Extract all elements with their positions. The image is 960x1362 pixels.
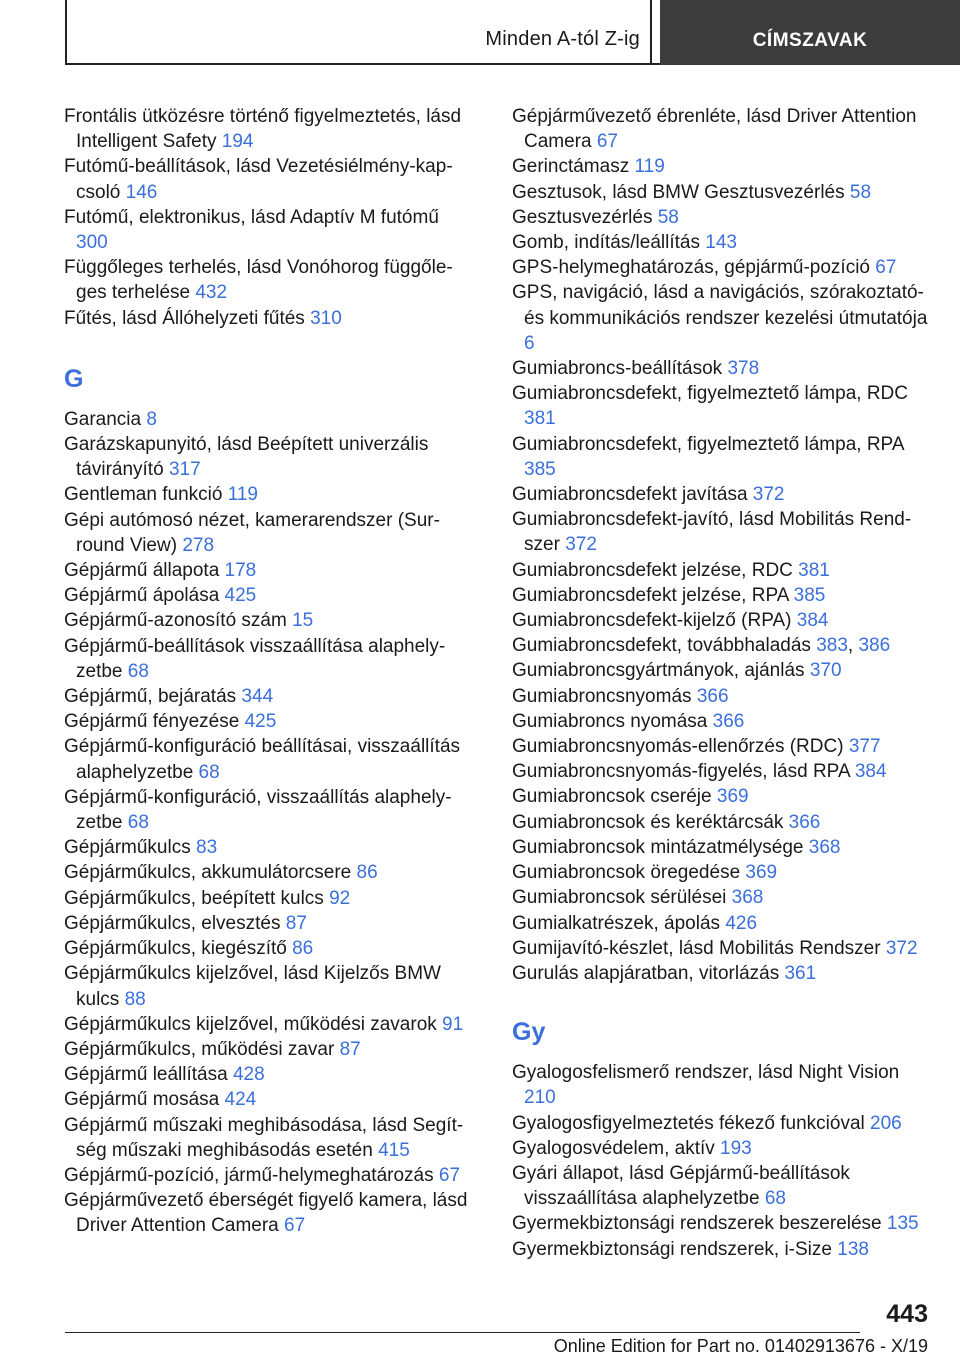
page-header: [0, 0, 960, 66]
index-entry: [64, 1163, 474, 1188]
index-entry: [512, 1237, 932, 1262]
page-reference-link[interactable]: 368: [808, 836, 841, 858]
page-reference-link[interactable]: 369: [716, 786, 749, 808]
index-entry-text: Gumiabroncsnyomás: [512, 685, 692, 707]
index-entry: [64, 306, 474, 331]
index-entry-text: Gumiabroncs-beállítások: [512, 358, 723, 380]
index-entry: [512, 911, 932, 936]
page-reference-link[interactable]: 372: [565, 534, 597, 556]
page-reference-link[interactable]: 428: [232, 1064, 265, 1086]
index-entry-text: Fűtés, lásd Állóhelyzeti fűtés: [64, 307, 305, 329]
index-entry: [64, 104, 474, 154]
header-separator: [650, 0, 652, 64]
index-entry: [64, 886, 474, 911]
page-reference-link[interactable]: 383: [816, 635, 848, 657]
page-reference-link[interactable]: 8: [146, 408, 157, 430]
page-reference-link[interactable]: 178: [224, 560, 257, 582]
index-entry-text: Frontális ütközésre történő figyelmeztetés, lásd Intelligent Safety: [64, 106, 462, 153]
index-entry: [64, 684, 474, 709]
index-entry-text: Gépi autómosó nézet, kamerarendszer (Surround View): [64, 509, 440, 556]
index-entry-text: Gumiabroncsgyártmányok, ajánlás: [512, 660, 805, 682]
index-entry-text: Garázskapunyitó, lásd Beépített univerzális távirányító: [64, 434, 429, 481]
index-entry-text: Gépjármű-konfiguráció beállításai, visszaállítás alaphelyzetbe: [64, 736, 461, 783]
index-entry-text: Gépjárműkulcs: [64, 837, 191, 859]
page-reference-link[interactable]: 86: [356, 862, 378, 884]
page-reference-link[interactable]: 67: [875, 257, 897, 279]
index-entry: [512, 230, 932, 255]
page-reference-link[interactable]: 68: [127, 660, 149, 682]
page-reference-link[interactable]: 366: [696, 685, 729, 707]
page-reference-link[interactable]: 135: [886, 1213, 919, 1235]
page-reference-link[interactable]: 369: [745, 862, 778, 884]
index-entry-text: Gesztusvezérlés: [512, 206, 653, 228]
index-entry: [64, 936, 474, 961]
index-entry-text: Gumiabroncsdefekt, figyelmeztető lámpa, RPA: [512, 433, 904, 455]
header-left-rule: [65, 0, 67, 64]
index-entry-text: Gépjármű fényezése: [64, 711, 240, 733]
page-reference-link[interactable]: 366: [712, 710, 745, 732]
index-entry: [512, 558, 932, 583]
index-entry-text: Gumiabroncsok cseréje: [512, 786, 712, 808]
index-entry: [64, 558, 474, 583]
index-entry-text: Gépjármű-beállítások visszaállítása alaphelyzetbe: [64, 635, 446, 682]
index-entry-text: Futómű-beállítások, lásd Vezetésiélmény-kapcsoló: [64, 156, 453, 203]
page-reference-link[interactable]: 138: [837, 1238, 869, 1260]
index-entry-text: Gumialkatrészek, ápolás: [512, 912, 721, 934]
page-reference-link[interactable]: 92: [329, 887, 351, 909]
page-reference-link[interactable]: 88: [124, 988, 146, 1010]
page-reference-link[interactable]: 372: [752, 484, 785, 506]
index-entry: [64, 508, 474, 558]
page-reference-link[interactable]: 366: [788, 811, 821, 833]
index-entry: [512, 784, 932, 809]
page-reference-link[interactable]: 6: [524, 332, 535, 354]
index-entry-text: Gyalogosfigyelmeztetés fékező funkcióval: [512, 1112, 865, 1134]
index-entry: [64, 255, 474, 305]
index-entry: [512, 658, 932, 683]
index-entry-text: Gépjárműkulcs, működési zavar: [64, 1038, 335, 1060]
page-reference-link[interactable]: 377: [848, 736, 881, 758]
index-entry: [512, 1060, 932, 1110]
index-entry: [512, 255, 932, 280]
page-reference-link[interactable]: 368: [731, 887, 764, 909]
index-entry-text: Gyalogosfelismerő rendszer, lásd Night Vision: [512, 1062, 900, 1084]
index-entry-text: GPS-helymeghatározás, gépjármű-pozíció: [512, 257, 871, 279]
page-reference-link[interactable]: 432: [195, 282, 228, 304]
index-entry: [64, 709, 474, 734]
chapter-tab[interactable]: CÍMSZAVAK: [660, 0, 960, 65]
index-entry-text: Gépjármű, bejáratás: [64, 686, 237, 708]
page-reference-link[interactable]: 194: [221, 131, 254, 153]
index-entry-text: GPS, navigáció, lásd a navigációs, szórakoztató- és kommunikációs rendszer kezelési útmutatója: [512, 282, 928, 329]
page-reference-link[interactable]: 361: [784, 962, 817, 984]
index-entry-text: Gépjárműkulcs, beépített kulcs: [64, 887, 324, 909]
index-entry-text: Gentleman funkció: [64, 484, 223, 506]
index-entry: [512, 104, 932, 154]
index-entry: [512, 810, 932, 835]
index-entry-text: Gépjármű leállítása: [64, 1064, 228, 1086]
page-reference-link[interactable]: 381: [524, 408, 556, 430]
index-entry: [512, 684, 932, 709]
index-entry: [512, 961, 932, 986]
index-entry-text: Gerinctámasz: [512, 156, 630, 178]
index-letter-heading: G: [64, 364, 84, 393]
index-entry: [512, 180, 932, 205]
page-reference-link[interactable]: 278: [182, 534, 215, 556]
index-entry: [512, 280, 932, 356]
index-entry: [64, 154, 474, 204]
index-entry: [64, 1087, 474, 1112]
index-entry: [64, 835, 474, 860]
index-entry: [512, 936, 932, 961]
page-reference-link[interactable]: 206: [870, 1112, 902, 1134]
index-entry-text: Gépjárműkulcs kijelzővel, működési zavarok: [64, 1013, 437, 1035]
index-entry: [64, 961, 474, 1011]
index-entry: [512, 885, 932, 910]
page-reference-link[interactable]: 68: [198, 761, 220, 783]
index-entry-text: Gumiabroncsdefekt jelzése, RPA: [512, 584, 789, 606]
index-entry: [64, 634, 474, 684]
index-entry: [64, 608, 474, 633]
page-reference-link[interactable]: 378: [727, 358, 760, 380]
index-entry: [64, 734, 474, 784]
index-entry-text: Gyári állapot, lásd Gépjármű-beállítások visszaállítása alaphelyzetbe: [512, 1162, 850, 1210]
index-entry-text: Függőleges terhelés, lásd Vonóhorog függőleges terhelése: [64, 257, 453, 304]
index-entry-text: Gumiabroncsok sérülései: [512, 887, 727, 909]
index-entry-text: Gépjárművezető ébrenléte, lásd Driver Attention Camera: [512, 106, 917, 153]
index-entry: [64, 432, 474, 482]
page-reference-link[interactable]: 58: [849, 181, 872, 203]
index-column-left: [64, 104, 474, 1239]
index-column-right: [512, 104, 932, 1262]
page-reference-link[interactable]: 15: [292, 610, 314, 632]
index-entry-text: Gumiabroncsnyomás-ellenőrzés (RDC): [512, 736, 844, 758]
index-entry-text: Gépjármű állapota: [64, 560, 220, 582]
index-entry: [512, 205, 932, 230]
page-reference-link[interactable]: 193: [720, 1137, 752, 1159]
page-reference-link[interactable]: 426: [725, 912, 758, 934]
index-letter-heading: Gy: [512, 1018, 546, 1047]
page-reference-link[interactable]: 386: [858, 635, 891, 657]
page-reference-link[interactable]: 372: [885, 937, 918, 959]
section-title: Minden A-tól Z-ig: [485, 28, 640, 50]
index-entry-text: Gépjárműkulcs, akkumulátorcsere: [64, 862, 352, 884]
page-reference-link[interactable]: 385: [524, 458, 556, 480]
index-entry-text: Gumiabroncsdefekt javítása: [512, 484, 748, 506]
page-reference-link[interactable]: 68: [127, 812, 149, 834]
index-entry: [512, 356, 932, 381]
index-entry: Gumiabroncsdefekt, továbbhaladás 383, 386: [512, 635, 891, 657]
page-reference-link[interactable]: 310: [310, 307, 342, 329]
index-entry-text: Gumiabroncsok öregedése: [512, 862, 741, 884]
page-reference-link[interactable]: 67: [438, 1164, 461, 1186]
index-entry: [512, 709, 932, 734]
index-entry-text: Gumiabroncsdefekt jelzése, RDC: [512, 559, 793, 581]
index-entry-text: Gesztusok, lásd BMW Gesztusvezérlés: [512, 181, 845, 203]
index-entry: [512, 860, 932, 885]
index-entry-text: Gumiabroncsok és keréktárcsák: [512, 811, 784, 833]
page-reference-link[interactable]: 87: [285, 912, 307, 934]
index-entry-text: Gépjárműkulcs, elvesztés: [64, 912, 281, 934]
index-entry-text: Gumiabroncsdefekt, továbbhaladás: [512, 635, 811, 657]
index-entry-text: Gépjármű-pozíció, jármű-helymeghatározás: [64, 1164, 434, 1186]
page-reference-link[interactable]: 58: [657, 206, 679, 228]
index-entry: [64, 1062, 474, 1087]
page-reference-link[interactable]: 210: [524, 1087, 556, 1109]
page-reference-link[interactable]: 68: [764, 1188, 786, 1210]
index-entry-text: Gépjármű műszaki meghibásodása, lásd Segítség műszaki meghibásodás esetén: [64, 1114, 464, 1161]
page-reference-link[interactable]: 67: [284, 1215, 306, 1237]
page-reference-link[interactable]: 370: [809, 660, 842, 682]
index-entry: [64, 482, 474, 507]
index-entry: [512, 1211, 932, 1236]
page-reference-link[interactable]: 143: [705, 232, 737, 254]
page-reference-link[interactable]: 146: [125, 181, 158, 203]
index-entry-text: Gurulás alapjáratban, vitorlázás: [512, 962, 780, 984]
index-entry: [64, 860, 474, 885]
index-entry: [64, 1012, 474, 1037]
index-entry: [64, 1188, 474, 1238]
index-entry: [512, 1111, 932, 1136]
index-entry: [512, 432, 932, 482]
page-reference-link[interactable]: 119: [634, 156, 665, 178]
index-entry: [512, 482, 932, 507]
page-reference-link[interactable]: 381: [798, 559, 830, 581]
index-entry: [64, 1113, 474, 1163]
index-entry: [512, 381, 932, 431]
index-entry-text: Gyermekbiztonsági rendszerek beszerelése: [512, 1213, 882, 1235]
index-entry: [512, 608, 932, 633]
page-reference-link[interactable]: 86: [292, 938, 314, 960]
index-entry: [512, 1161, 932, 1211]
index-entry-text: Gépjármű mosása: [64, 1089, 220, 1111]
index-entry-text: Gumiabroncsok mintázatmélysége: [512, 836, 804, 858]
page-reference-link[interactable]: 67: [596, 131, 618, 153]
page-reference-link[interactable]: 415: [378, 1139, 410, 1161]
index-entry-text: Gomb, indítás/leállítás: [512, 232, 700, 254]
index-entry: [64, 1037, 474, 1062]
index-entry: [64, 785, 474, 835]
index-entry: [512, 759, 932, 784]
index-entry-text: Gumiabroncs nyomása: [512, 710, 708, 732]
index-entry: [512, 1136, 932, 1161]
index-entry-text: Futómű, elektronikus, lásd Adaptív M futómű: [64, 206, 439, 228]
index-entry-text: Gumiabroncsnyomás-figyelés, lásd RPA: [512, 761, 850, 783]
page-reference-link[interactable]: 91: [442, 1013, 464, 1035]
index-entry-text: Gépjármű-azonosító szám: [64, 610, 287, 632]
index-entry: [512, 734, 932, 759]
page-reference-link[interactable]: 425: [244, 711, 277, 733]
index-entry: [64, 205, 474, 255]
index-entry-text: Gépjárművezető éberségét figyelő kamera, lásd Driver Attention Camera: [64, 1190, 468, 1237]
header-bottom-rule: [65, 63, 660, 65]
index-entry: [512, 154, 932, 179]
page-reference-link[interactable]: 119: [227, 484, 258, 506]
index-entry: [512, 507, 932, 557]
index-entry-text: Gyalogosvédelem, aktív: [512, 1137, 715, 1159]
index-entry-text: Gépjárműkulcs kijelzővel, lásd Kijelzős BMW kulcs: [64, 963, 441, 1010]
index-entry-text: Gumiabroncsdefekt-kijelző (RPA): [512, 610, 792, 632]
index-entry-text: Gumijavító-készlet, lásd Mobilitás Rendszer: [512, 937, 881, 959]
page-reference-link[interactable]: 300: [76, 232, 108, 254]
index-entry-text: Gumiabroncsdefekt, figyelmeztető lámpa, RDC: [512, 383, 908, 405]
page-number: 443: [886, 1300, 928, 1328]
index-entry-text: Gyermekbiztonsági rendszerek, i-Size: [512, 1238, 832, 1260]
page-reference-link[interactable]: 87: [339, 1038, 361, 1060]
page-reference-link[interactable]: 384: [854, 761, 887, 783]
page-reference-link[interactable]: 385: [793, 584, 826, 606]
footer-rule: [65, 1332, 860, 1333]
page-reference-link[interactable]: 317: [168, 459, 201, 481]
index-entry: [512, 583, 932, 608]
index-entry: [64, 911, 474, 936]
index-entry-text: Gépjármű ápolása: [64, 585, 220, 607]
index-entry: [64, 583, 474, 608]
index-entry: [512, 835, 932, 860]
page-reference-link[interactable]: 424: [224, 1089, 257, 1111]
index-entry-text: Garancia: [64, 408, 142, 430]
index-entry-text: Gépjárműkulcs, kiegészítő: [64, 938, 287, 960]
page-reference-link[interactable]: 344: [241, 686, 274, 708]
index-entry-text: Gumiabroncsdefekt-javító, lásd Mobilitás Rendszer: [512, 509, 912, 556]
page-reference-link[interactable]: 425: [224, 585, 257, 607]
page-reference-link[interactable]: 83: [196, 837, 218, 859]
index-entry: [64, 407, 474, 432]
page-reference-link[interactable]: 384: [796, 610, 829, 632]
edition-note: Online Edition for Part no. 01402913676 - X/19: [553, 1336, 928, 1356]
index-entry-text: Gépjármű-konfiguráció, visszaállítás alaphelyzetbe: [64, 786, 452, 834]
